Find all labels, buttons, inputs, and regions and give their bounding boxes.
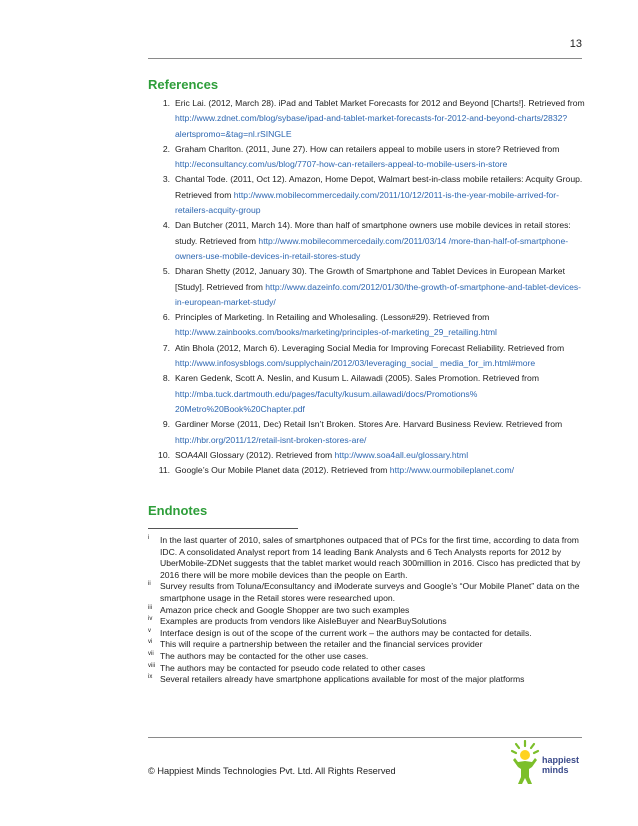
reference-number: 7.	[162, 342, 170, 353]
reference-link[interactable]: http://www.zainbooks.com/books/marketing/principles-of-marketing_29_retailing.html	[175, 327, 497, 338]
endnote-mark: ii	[148, 581, 151, 588]
reference-link[interactable]: http://www.ourmobileplanet.com/	[389, 465, 514, 476]
reference-link[interactable]: http://www.infosysblogs.com/supplychain/2012/03/leveraging_social_ media_for_im.html#more	[175, 358, 536, 369]
reference-text: Google’s Our Mobile Planet data (2012). Retrieved from	[175, 465, 390, 476]
endnote-mark: v	[148, 627, 151, 634]
reference-text: Principles of Marketing. In Retailing and Wholesaling. (Lesson#29). Retrieved from	[175, 312, 490, 323]
endnote-mark: vi	[148, 639, 153, 646]
endnote-mark: i	[148, 535, 150, 541]
reference-number: 11.	[158, 465, 170, 476]
reference-text: Graham Charlton. (2011, June 27). How can retailers appeal to mobile users in store? Retrieved from	[175, 143, 560, 154]
reference-text: Eric Lai. (2012, March 28). iPad and Tablet Market Forecasts for 2012 and Beyond [Charts!]. Retrieved from	[175, 98, 585, 108]
reference-text: Dharan Shetty (2012, January 30). The Growth of Smartphone and Tablet Devices in European Market [Study]. Retrieved from	[175, 266, 565, 292]
reference-item	[148, 218, 588, 264]
reference-text: Gardiner Morse (2011, Dec) Retail Isn’t Broken. Stores Are. Harvard Business Review. Retrieved from	[175, 419, 563, 430]
reference-item	[148, 172, 588, 218]
endnote-text: Examples are products from vendors like AisleBuyer and NearBuySolutions	[160, 616, 447, 627]
endnote-text: The authors may be contacted for the other use cases.	[160, 650, 369, 661]
reference-item	[148, 341, 588, 372]
reference-item	[148, 264, 588, 310]
endnote-text: Several retailers already have smartphone applications available for most of the major platforms	[160, 674, 525, 685]
reference-number: 1.	[162, 98, 170, 108]
reference-number: 3.	[162, 174, 170, 185]
endnote-text: Interface design is out of the scope of the current work – the authors may be contacted for details.	[160, 627, 532, 638]
reference-link[interactable]: http://econsultancy.com/us/blog/7707-how-can-retailers-appeal-to-mobile-users-in-store	[175, 159, 508, 170]
reference-link[interactable]: http://mba.tuck.dartmouth.edu/pages/faculty/kusum.ailawadi/docs/Promotions% 20Metro%20Book%20Chapter.pdf	[175, 388, 478, 414]
reference-item	[148, 142, 588, 173]
header-rule	[148, 58, 582, 59]
reference-number: 4.	[162, 220, 170, 231]
reference-item	[148, 96, 588, 142]
endnote-text: Survey results from Toluna/Econsultancy and iModerate surveys and Google’s “Our Mobile Planet” data on the smartphone usage in the Retail stores were researched upon.	[160, 581, 580, 603]
reference-item	[148, 448, 588, 463]
reference-number: 6.	[162, 312, 170, 323]
reference-number: 8.	[162, 373, 170, 384]
endnote-mark: iv	[148, 616, 153, 623]
endnotes-list	[148, 535, 588, 686]
reference-number: 9.	[162, 419, 170, 430]
reference-item	[148, 417, 588, 448]
endnote-separator	[148, 528, 298, 529]
reference-item	[148, 310, 588, 341]
reference-number: 10.	[158, 449, 170, 460]
copyright-text: © Happiest Minds Technologies Pvt. Ltd. All Rights Reserved	[148, 766, 396, 776]
references-heading: References	[148, 77, 219, 92]
happiest-minds-logo	[508, 738, 586, 788]
endnote-item	[148, 663, 588, 675]
logo-text: happiest minds	[542, 755, 580, 775]
happy-figure-icon	[510, 740, 540, 786]
reference-text: SOA4All Glossary (2012). Retrieved from	[175, 449, 335, 460]
endnote-mark: iii	[148, 604, 152, 611]
endnote-item	[148, 639, 588, 651]
reference-number: 5.	[162, 266, 170, 277]
reference-text: Atin Bhola (2012, March 6). Leveraging Social Media for Improving Forecast Reliability. Retrieved from	[175, 342, 565, 353]
endnote-item	[148, 616, 588, 628]
references-list	[148, 96, 588, 478]
endnote-mark: ix	[148, 674, 153, 681]
reference-link[interactable]: http://hbr.org/2011/12/retail-isnt-broken-stores-are/	[175, 434, 367, 445]
reference-link[interactable]: http://www.soa4all.eu/glossary.html	[334, 449, 469, 460]
endnote-item	[148, 628, 588, 640]
endnotes-heading: Endnotes	[148, 503, 208, 518]
endnote-text: In the last quarter of 2010, sales of smartphones outpaced that of PCs for the first time, according to data from IDC. A consolidated Analyst report from 14 leading Bank Analysts and 6 Tech Analysts reports for 2012 by UberMobile-ZDNet suggests that the tablet market would reach 300million in 2016. Cisco has predicted that by 2016 there will be more mobile devices than the people on Earth.	[160, 535, 581, 580]
reference-link[interactable]: http://www.mobilecommercedaily.com/2011/10/12/2011-is-the-year-mobile-arrived-for-retailers-acquity-group	[175, 189, 560, 216]
endnote-item	[148, 535, 588, 581]
reference-link[interactable]: http://www.dazeinfo.com/2012/01/30/the-growth-of-smartphone-and-tablet-devices-in-european-market-study/	[175, 281, 582, 307]
endnote-text: The authors may be contacted for pseudo code related to other cases	[160, 662, 426, 673]
reference-number: 2.	[162, 143, 170, 154]
endnote-text: This will require a partnership between the retailer and the financial services provider	[160, 639, 483, 650]
endnote-item	[148, 605, 588, 617]
page-number: 13	[569, 38, 582, 50]
endnote-item	[148, 674, 588, 686]
endnote-item	[148, 651, 588, 663]
reference-link[interactable]: http://www.zdnet.com/blog/sybase/ipad-and-tablet-market-forecasts-for-2012-and-beyond-charts/2832?alertspromo=&tag=nl.rSINGLE	[175, 113, 568, 139]
reference-item	[148, 371, 588, 417]
endnote-item	[148, 581, 588, 604]
endnote-mark: viii	[148, 662, 155, 669]
reference-link[interactable]: http://www.mobilecommercedaily.com/2011/03/14 /more-than-half-of-smartphone-owners-use-mobile-devices-in-retail-stores-study	[175, 235, 569, 261]
reference-text: Chantal Tode. (2011, Oct 12). Amazon, Home Depot, Walmart best-in-class mobile retailers: Acquity Group. Retrieved from	[175, 174, 583, 200]
reference-text: Karen Gedenk, Scott A. Neslin, and Kusum L. Ailawadi (2005). Sales Promotion. Retrieved from	[175, 373, 539, 384]
endnote-text: Amazon price check and Google Shopper are two such examples	[160, 604, 410, 615]
reference-text: Dan Butcher (2011, March 14). More than half of smartphone owners use mobile devices in retail stores: study. Retrieved from	[175, 220, 571, 246]
endnote-mark: vii	[148, 650, 154, 657]
reference-item	[148, 463, 588, 478]
